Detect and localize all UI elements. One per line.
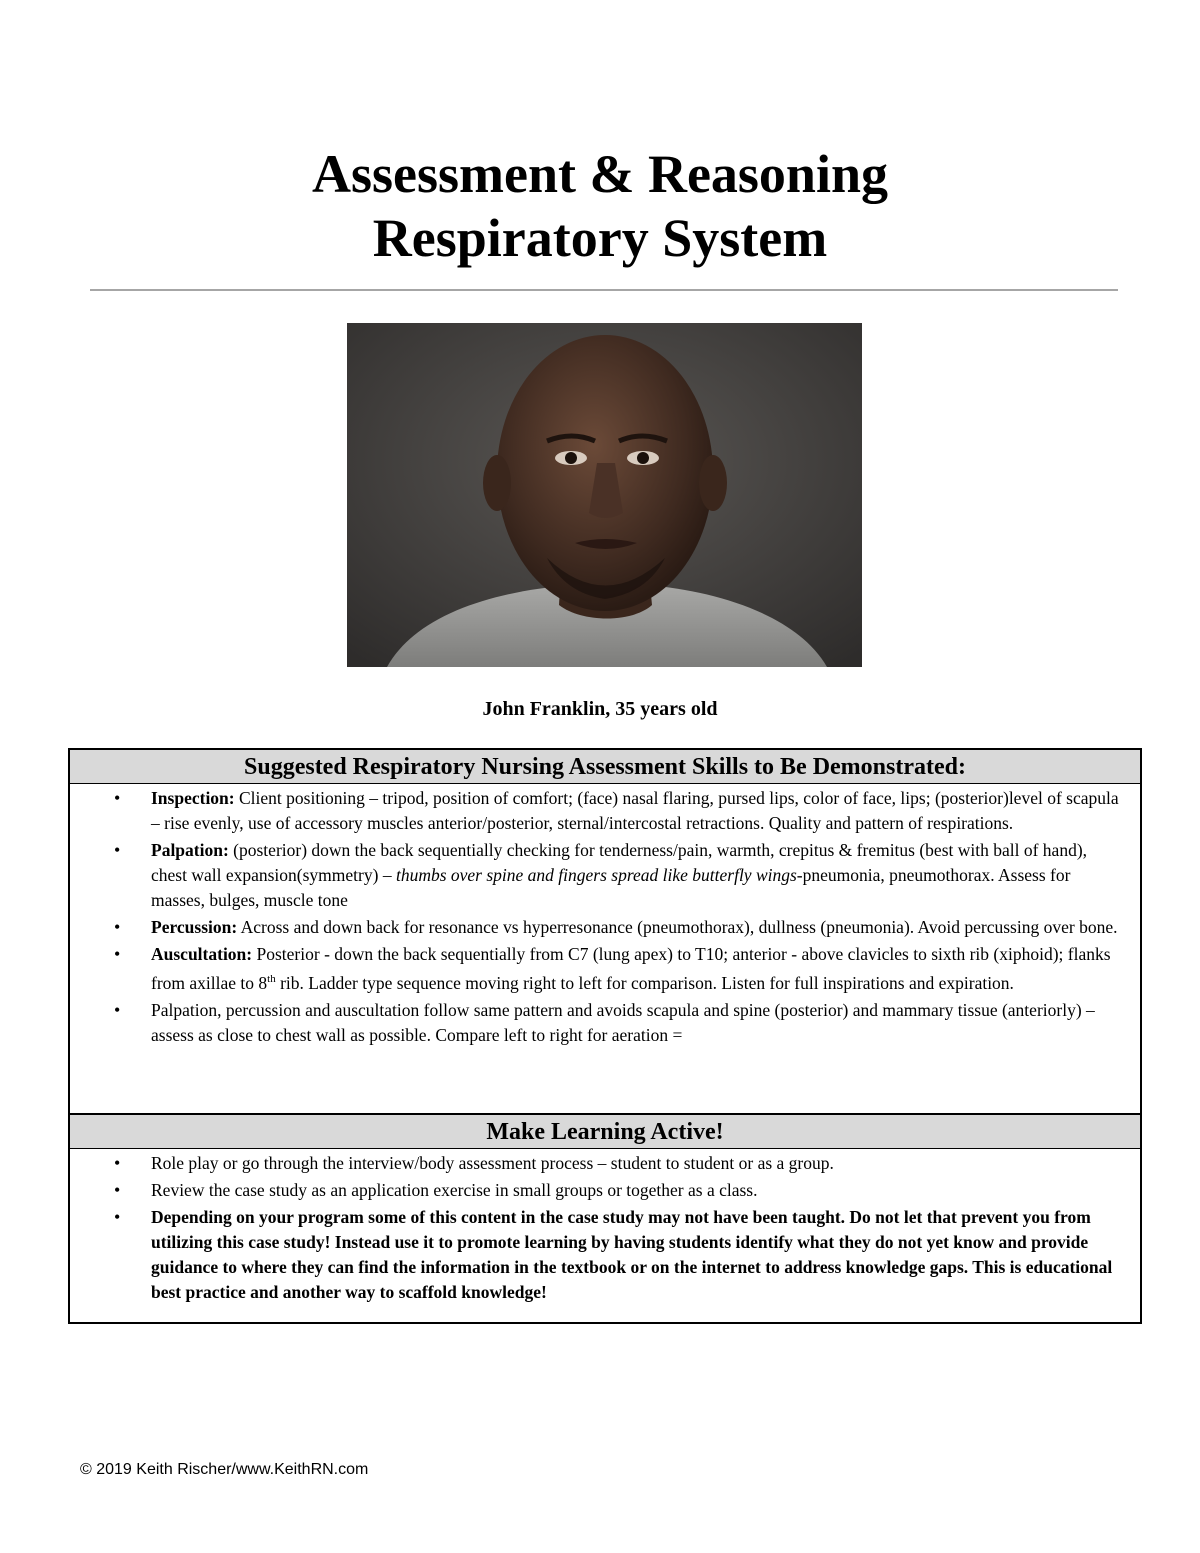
patient-portrait-icon bbox=[347, 323, 862, 667]
title-line-2: Respiratory System bbox=[372, 208, 828, 268]
item-text: Across and down back for resonance vs hyperresonance (pneumothorax), dullness (pneumonia). Avoid percussing over bone. bbox=[237, 917, 1118, 937]
item-label: Percussion: bbox=[151, 917, 238, 937]
bullet-icon: • bbox=[114, 1153, 121, 1173]
item-text: Posterior - down the back sequentially from C7 (lung apex) to T10; anterior - above clavicles to sixth rib (xiphoid); flanks from axillae to 8 bbox=[151, 944, 1111, 993]
skills-list bbox=[70, 784, 1140, 1048]
item-text: Depending on your program some of this content in the case study may not have been taught. Do not let that prevent you from utilizing this case study! Instead use it to promote learning by having students identify what they do not yet know and provide guidance to where they can find the information in the textbook or on the internet to address knowledge gaps. This is educational best practice and another way to scaffold knowledge! bbox=[151, 1207, 1113, 1302]
skills-heading: Suggested Respiratory Nursing Assessment Skills to Be Demonstrated: bbox=[70, 750, 1140, 784]
item-text: Client positioning – tripod, position of comfort; (face) nasal flaring, pursed lips, color of face, lips; (posterior)level of scapula – rise evenly, use of accessory muscles anterior/posterior, sternal/intercostal retractions. Quality and pattern of respirations. bbox=[151, 788, 1119, 833]
bullet-icon: • bbox=[114, 1180, 121, 1200]
bullet-icon: • bbox=[114, 917, 121, 937]
item-text: Role play or go through the interview/body assessment process – student to student or as a group. bbox=[151, 1153, 834, 1173]
item-italic-text: thumbs over spine and fingers spread like butterfly wings bbox=[395, 865, 797, 885]
item-text: Palpation, percussion and auscultation follow same pattern and avoids scapula and spine (posterior) and mammary tissue (anteriorly) – assess as close to chest wall as possible. Compare left to right for aeration = bbox=[151, 999, 1095, 1045]
item-superscript: th bbox=[267, 973, 276, 985]
bullet-icon: • bbox=[114, 788, 121, 808]
item-label: Inspection: bbox=[151, 788, 235, 808]
active-section bbox=[70, 1149, 1140, 1322]
patient-photo bbox=[347, 323, 862, 667]
bullet-icon: • bbox=[114, 944, 121, 964]
active-heading: Make Learning Active! bbox=[70, 1113, 1140, 1149]
assessment-table bbox=[68, 748, 1142, 1324]
list-item bbox=[70, 786, 1140, 836]
patient-caption: John Franklin, 35 years old bbox=[482, 698, 718, 720]
list-item bbox=[70, 998, 1140, 1048]
bullet-icon: • bbox=[114, 1207, 121, 1227]
page-title bbox=[0, 142, 1200, 270]
title-divider bbox=[90, 289, 1118, 291]
item-label: Auscultation: bbox=[151, 944, 253, 964]
item-text: (posterior) down the back sequentially checking for tenderness/pain, warmth, crepitus & fremitus (best with ball of hand), chest wall expansion(symmetry) – bbox=[151, 840, 1088, 885]
list-item bbox=[70, 838, 1140, 913]
bullet-icon: • bbox=[114, 999, 121, 1020]
list-item bbox=[70, 1151, 1140, 1176]
bullet-icon: • bbox=[114, 840, 121, 860]
list-item bbox=[70, 942, 1140, 996]
item-text-after: rib. Ladder type sequence moving right to left for comparison. Listen for full inspirations and expiration. bbox=[275, 972, 1014, 993]
list-item bbox=[70, 915, 1140, 940]
list-item bbox=[70, 1178, 1140, 1203]
item-text: Review the case study as an application exercise in small groups or together as a class. bbox=[151, 1180, 758, 1200]
list-item bbox=[70, 1205, 1140, 1305]
copyright-footer: © 2019 Keith Rischer/www.KeithRN.com bbox=[80, 1461, 369, 1478]
skills-section bbox=[70, 784, 1140, 1113]
item-label: Palpation: bbox=[151, 840, 229, 860]
item-text-after: -pneumonia, pneumothorax. Assess for masses, bulges, muscle tone bbox=[151, 865, 1071, 910]
title-line-1: Assessment & Reasoning bbox=[311, 144, 889, 204]
active-list bbox=[70, 1149, 1140, 1305]
